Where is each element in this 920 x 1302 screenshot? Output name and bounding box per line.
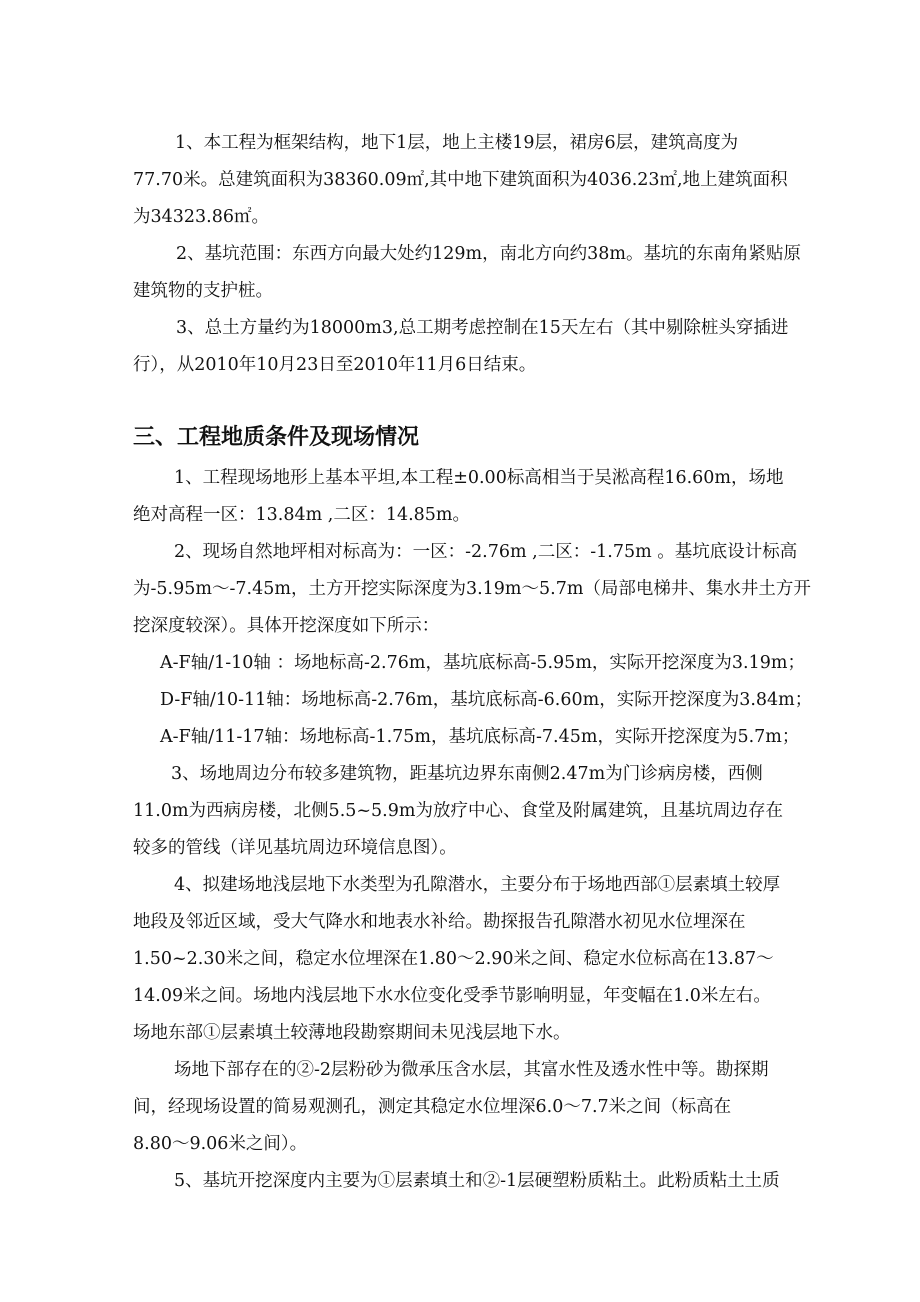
paragraph-line: 3、总土方量约为18000m3,总工期考虑控制在15天左右（其中剔除桩头穿插进 — [176, 318, 789, 338]
paragraph-line: 2、现场自然地坪相对标高为：一区：-2.76m ,二区：-1.75m 。基坑底设计标高 — [174, 542, 798, 562]
paragraph-line: 8.80～9.06米之间）。 — [133, 1134, 308, 1154]
paragraph-line: 场地东部①层素填土较薄地段勘察期间未见浅层地下水。 — [133, 1023, 571, 1043]
paragraph-line: 间，经现场设置的简易观测孔，测定其稳定水位埋深6.0～7.7米之间（标高在 — [133, 1097, 732, 1117]
paragraph-line: 3、场地周边分布较多建筑物，距基坑边界东南侧2.47m为门诊病房楼，西侧 — [171, 764, 763, 784]
paragraph-line: 5、基坑开挖深度内主要为①层素填土和②-1层硬塑粉质粘土。此粉质粘土土质 — [174, 1171, 780, 1191]
paragraph-line: 77.70米。总建筑面积为38360.09㎡,其中地下建筑面积为4036.23㎡,地上建筑面积 — [133, 170, 788, 190]
paragraph-line: 行），从2010年10月23日至2010年11月6日结束。 — [133, 355, 537, 375]
paragraph-line: 1、工程现场地形上基本平坦,本工程±0.00标高相当于吴淞高程16.60m，场地 — [174, 468, 784, 488]
paragraph-line: 为34323.86㎡。 — [133, 207, 270, 227]
paragraph-line: 绝对高程一区：13.84m ,二区：14.85m。 — [133, 505, 471, 525]
excavation-depth-row: D-F轴/10-11轴：场地标高-2.76m，基坑底标高-6.60m，实际开挖深度为3.84m； — [160, 690, 813, 710]
section-heading: 三、工程地质条件及现场情况 — [133, 425, 420, 450]
paragraph-line: 挖深度较深）。具体开挖深度如下所示： — [133, 616, 440, 636]
paragraph-line: 1、本工程为框架结构，地下1层，地上主楼19层，裙房6层，建筑高度为 — [175, 133, 739, 153]
paragraph-line: 14.09米之间。场地内浅层地下水水位变化受季节影响明显，年变幅在1.0米左右。 — [133, 986, 771, 1006]
paragraph-line: 11.0m为西病房楼，北侧5.5~5.9m为放疗中心、食堂及附属建筑，且基坑周边存在 — [133, 801, 783, 821]
excavation-depth-row: A-F轴/11-17轴：场地标高-1.75m，基坑底标高-7.45m，实际开挖深度为5.7m； — [160, 727, 800, 747]
paragraph-line: 较多的管线（详见基坑周边环境信息图）。 — [133, 838, 457, 858]
paragraph-line: 2、基坑范围：东西方向最大处约129m，南北方向约38m。基坑的东南角紧贴原 — [176, 244, 801, 264]
paragraph-line: 建筑物的支护桩。 — [133, 281, 273, 301]
paragraph-line: 4、拟建场地浅层地下水类型为孔隙潜水，主要分布于场地西部①层素填土较厚 — [174, 875, 781, 895]
excavation-depth-row: A-F轴/1-10轴 ：场地标高-2.76m，基坑底标高-5.95m，实际开挖深度为3.19m； — [160, 653, 805, 673]
paragraph-line: 地段及邻近区域，受大气降水和地表水补给。勘探报告孔隙潜水初见水位埋深在 — [133, 912, 746, 932]
paragraph-line: 场地下部存在的②-2层粉砂为微承压含水层，其富水性及透水性中等。勘探期 — [174, 1060, 769, 1080]
paragraph-line: 1.50~2.30米之间，稳定水位埋深在1.80～2.90米之间、稳定水位标高在13.87～ — [133, 949, 774, 969]
paragraph-line: 为-5.95m～-7.45m，土方开挖实际深度为3.19m～5.7m（局部电梯井、集水井土方开 — [133, 579, 811, 599]
